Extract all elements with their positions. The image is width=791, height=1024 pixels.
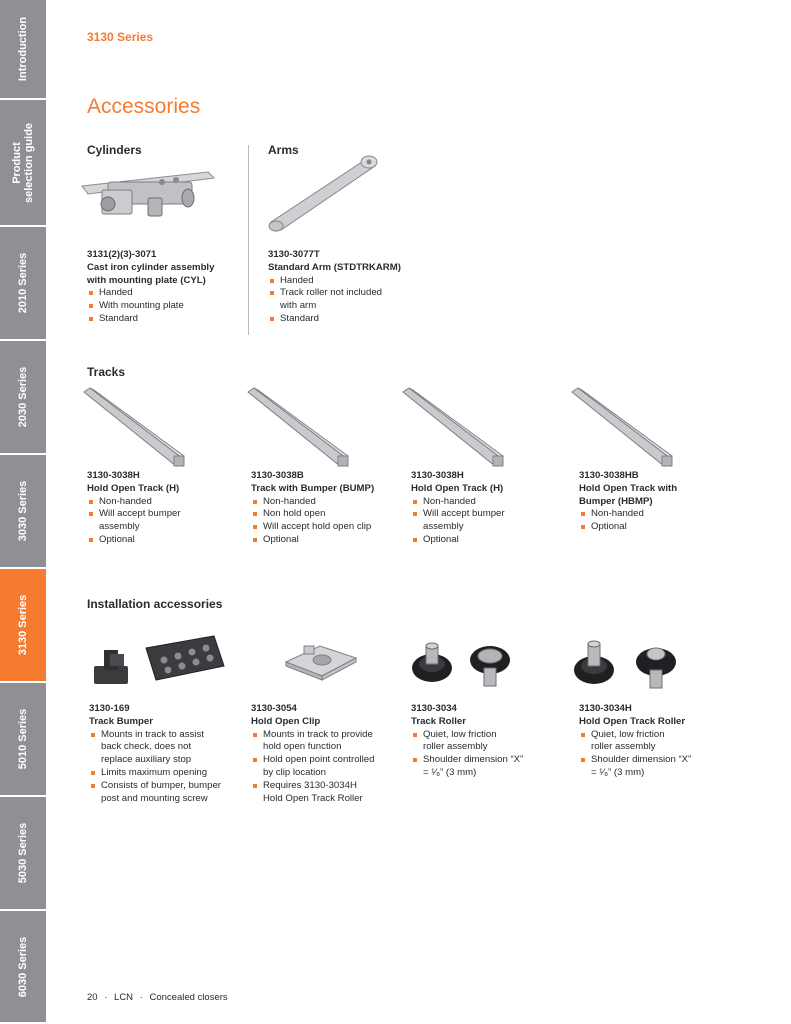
section-title-arms: Arms <box>268 143 299 157</box>
separator: · <box>104 992 108 1003</box>
section-title-installation: Installation accessories <box>87 597 223 611</box>
feature-item: Non hold open <box>251 508 401 521</box>
tab-2010-series[interactable] <box>0 227 46 341</box>
feature-list <box>251 496 401 547</box>
feature-item: Non-handed <box>251 496 401 509</box>
feature-list <box>411 729 561 780</box>
part-number: 3130-3054 <box>251 703 297 714</box>
tab-label: 3030 Series <box>17 480 29 542</box>
product-name: Hold Open Track with Bumper (HBMP) <box>579 482 678 507</box>
feature-item: Will accept bumper assembly <box>87 508 202 534</box>
part-number: 3130-3038B <box>251 470 304 481</box>
tab-5030-series[interactable] <box>0 797 46 911</box>
feature-list <box>579 508 699 534</box>
product-track <box>579 470 699 534</box>
part-number: 3130-3077T <box>268 249 320 260</box>
feature-item: Optional <box>251 534 401 547</box>
page-footer <box>87 992 232 1003</box>
product-cylinder <box>87 249 237 326</box>
track-bumper-image <box>88 630 228 690</box>
feature-item: Hold open point controlled by clip location <box>251 754 381 780</box>
tab-3030-series[interactable] <box>0 455 46 569</box>
series-title: 3130 Series <box>87 30 154 44</box>
feature-item: Handed <box>87 287 237 300</box>
track-roller-image <box>410 638 515 692</box>
page-title: Accessories <box>87 95 201 118</box>
feature-item: Non-handed <box>411 496 561 509</box>
product-name: Standard Arm (STDTRKARM) <box>268 261 401 273</box>
tab-label: 5030 Series <box>17 822 29 884</box>
product-name: Hold Open Track Roller <box>579 715 686 727</box>
tab-label: Introduction <box>17 16 29 82</box>
product-hold-open-track-roller <box>579 703 729 780</box>
feature-list <box>411 496 561 547</box>
tab-product-selection-guide[interactable] <box>0 100 46 227</box>
product-name: Track with Bumper (BUMP) <box>251 482 375 494</box>
feature-item: Optional <box>87 534 237 547</box>
feature-item: Shoulder dimension “X” = ¹⁄₈” (3 mm) <box>579 754 699 780</box>
tab-label: 2030 Series <box>17 366 29 428</box>
tab-label: 5010 Series <box>17 708 29 770</box>
feature-item: Requires 3130-3034H Hold Open Track Roller <box>251 780 371 806</box>
feature-item: Standard <box>87 313 237 326</box>
part-number: 3130-3038HB <box>579 470 639 481</box>
tab-5010-series[interactable] <box>0 683 46 797</box>
feature-list <box>579 729 729 780</box>
part-number: 3130-3038H <box>411 470 464 481</box>
feature-item: Quiet, low friction roller assembly <box>411 729 511 755</box>
part-number: 3131(2)(3)-3071 <box>87 249 157 260</box>
feature-item: Mounts in track to provide hold open function <box>251 729 391 755</box>
cylinder-assembly-image <box>78 168 218 228</box>
standard-arm-image <box>265 152 380 234</box>
tab-6030-series[interactable] <box>0 911 46 1024</box>
feature-item: Limits maximum opening <box>89 767 239 780</box>
tab-3130-series[interactable] <box>0 569 46 683</box>
product-name: Cast iron cylinder assembly <box>87 261 215 273</box>
product-track <box>87 470 237 547</box>
hold-open-track-roller-image <box>572 638 682 692</box>
feature-item: Consists of bumper, bumper post and mounting screw <box>89 780 229 806</box>
brand-name: LCN <box>114 992 134 1003</box>
product-name: Hold Open Track (H) <box>87 482 180 494</box>
separator: · <box>139 992 143 1003</box>
tab-introduction[interactable] <box>0 0 46 100</box>
feature-list <box>87 496 237 547</box>
feature-item: Will accept bumper assembly <box>411 508 526 534</box>
section-name: Concealed closers <box>149 992 228 1003</box>
product-name: Hold Open Clip <box>251 715 321 727</box>
tab-label: Product selection guide <box>11 122 35 203</box>
product-name: Hold Open Track (H) <box>411 482 504 494</box>
product-hold-open-clip <box>251 703 401 805</box>
feature-item: Standard <box>268 313 428 326</box>
feature-item: Handed <box>268 275 428 288</box>
tab-label: 6030 Series <box>17 936 29 997</box>
tab-label: 3130 Series <box>17 594 29 656</box>
product-track <box>411 470 561 547</box>
feature-list <box>251 729 401 806</box>
feature-item: Optional <box>579 521 699 534</box>
track-image <box>246 386 351 470</box>
product-track-bumper <box>89 703 239 805</box>
column-divider <box>248 145 249 335</box>
feature-item: Quiet, low friction roller assembly <box>579 729 679 755</box>
track-image <box>570 386 675 470</box>
tab-2030-series[interactable] <box>0 341 46 455</box>
page-number: 20 <box>87 992 98 1003</box>
section-title-cylinders: Cylinders <box>87 143 142 157</box>
feature-item: Non-handed <box>87 496 237 509</box>
section-title-tracks: Tracks <box>87 365 126 379</box>
feature-list <box>268 275 428 326</box>
part-number: 3130-3034H <box>579 703 632 714</box>
product-track <box>251 470 401 547</box>
feature-item: Mounts in track to assist back check, does not replace auxiliary stop <box>89 729 219 767</box>
feature-list <box>89 729 239 806</box>
hold-open-clip-image <box>282 640 360 682</box>
part-number: 3130-3038H <box>87 470 140 481</box>
product-arm <box>268 249 428 326</box>
track-image <box>82 386 187 470</box>
product-track-roller <box>411 703 561 780</box>
track-image <box>401 386 506 470</box>
feature-item: Optional <box>411 534 561 547</box>
tab-label: 2010 Series <box>17 252 29 314</box>
product-name: Track Bumper <box>89 715 153 727</box>
part-number: 3130-169 <box>89 703 130 714</box>
sidebar-nav <box>0 0 46 1024</box>
feature-list <box>87 287 237 325</box>
part-number: 3130-3034 <box>411 703 457 714</box>
product-name: with mounting plate (CYL) <box>87 274 206 286</box>
feature-item: Track roller not included with arm <box>268 287 388 313</box>
feature-item: Non-handed <box>579 508 699 521</box>
product-name: Track Roller <box>411 715 466 727</box>
feature-item: Shoulder dimension “X” = ¹⁄₈” (3 mm) <box>411 754 531 780</box>
feature-item: Will accept hold open clip <box>251 521 401 534</box>
feature-item: With mounting plate <box>87 300 237 313</box>
